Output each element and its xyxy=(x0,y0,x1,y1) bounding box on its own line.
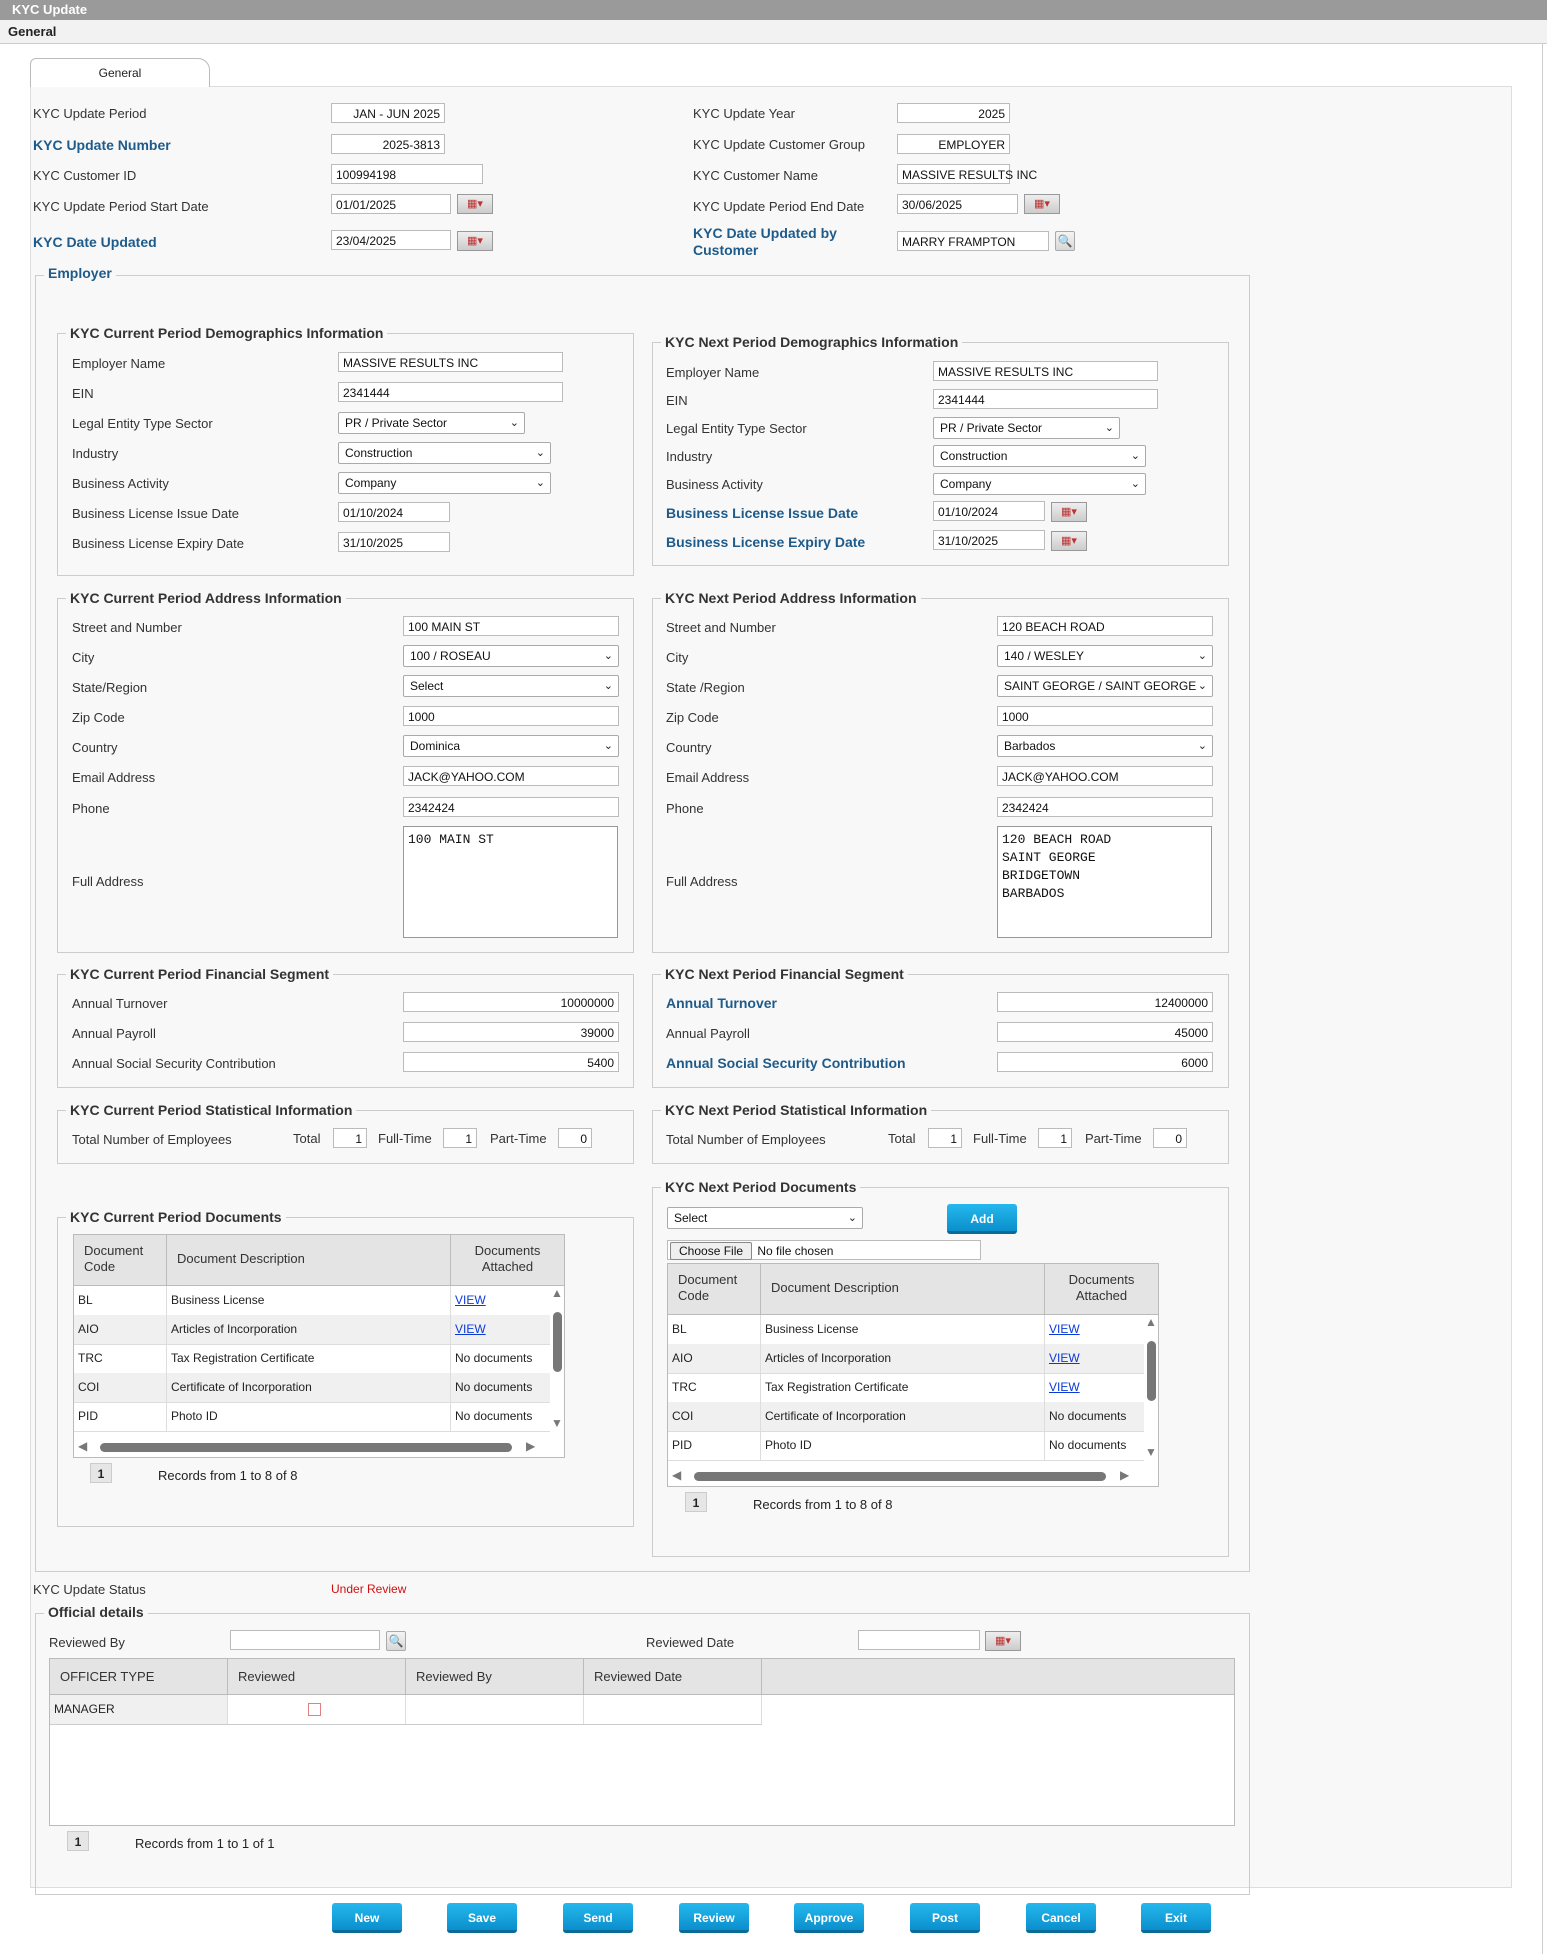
choose-file-button[interactable]: Choose File xyxy=(670,1242,752,1260)
chevron-down-icon: ⌄ xyxy=(1130,450,1140,462)
cell-reviewed xyxy=(228,1695,406,1724)
scroll-up-icon[interactable]: ▲ xyxy=(551,1286,563,1300)
cell-attached: No documents xyxy=(455,1409,533,1423)
post-button[interactable]: Post xyxy=(910,1903,980,1933)
city-label: City xyxy=(72,650,95,665)
add-document-button[interactable]: Add xyxy=(947,1204,1017,1234)
cell-attached: No documents xyxy=(1049,1438,1127,1452)
zip-field[interactable]: 1000 xyxy=(997,706,1213,726)
table-row[interactable] xyxy=(74,1344,550,1374)
grid-header xyxy=(668,1264,1158,1315)
col-code-line2: Code xyxy=(678,1288,710,1303)
country-value: Barbados xyxy=(1004,739,1056,753)
year-field[interactable]: 2025 xyxy=(897,103,1010,123)
vertical-scrollbar[interactable] xyxy=(1144,1315,1158,1461)
scroll-down-icon[interactable]: ▼ xyxy=(1145,1445,1157,1459)
employer-name-label: Employer Name xyxy=(666,365,760,380)
zip-label: Zip Code xyxy=(666,710,719,725)
status-badge: Under Review xyxy=(331,1582,407,1596)
scroll-up-icon[interactable]: ▲ xyxy=(1145,1315,1157,1329)
industry-value: Construction xyxy=(345,446,413,460)
current-financial-title: KYC Current Period Financial Segment xyxy=(66,966,333,982)
year-label: KYC Update Year xyxy=(693,106,795,121)
updated-by-label-2: Customer xyxy=(693,242,759,258)
cell-code: AIO xyxy=(668,1344,761,1373)
activity-select[interactable] xyxy=(933,473,1146,495)
customer-name-label: KYC Customer Name xyxy=(693,168,818,183)
cell-attached: No documents xyxy=(455,1380,533,1394)
scroll-thumb[interactable] xyxy=(1147,1341,1156,1401)
current-demographics-title: KYC Current Period Demographics Information xyxy=(66,325,387,341)
sector-select[interactable] xyxy=(933,417,1120,439)
cell-code: TRC xyxy=(74,1344,167,1373)
cell-officer: MANAGER xyxy=(50,1695,228,1724)
table-row[interactable] xyxy=(74,1402,550,1432)
col-att-line1: Documents xyxy=(474,1243,541,1258)
chevron-down-icon: ⌄ xyxy=(603,680,613,692)
reviewed-date-label: Reviewed Date xyxy=(646,1635,735,1650)
date-updated-field[interactable]: 23/04/2025 xyxy=(331,230,451,250)
state-value: Select xyxy=(410,679,444,693)
cell-desc: Certificate of Incorporation xyxy=(761,1402,1045,1431)
employer-legend: Employer xyxy=(44,265,116,281)
calendar-icon[interactable]: ▦▾ xyxy=(1051,502,1087,522)
table-row[interactable] xyxy=(74,1315,550,1345)
phone-field[interactable]: 2342424 xyxy=(403,797,619,817)
street-field[interactable]: 100 MAIN ST xyxy=(403,616,619,636)
cancel-button[interactable]: Cancel xyxy=(1026,1903,1096,1933)
email-label: Email Address xyxy=(666,770,750,785)
payroll-field[interactable]: 45000 xyxy=(997,1022,1213,1042)
customer-id-label: KYC Customer ID xyxy=(33,168,137,183)
col-document-code[interactable] xyxy=(74,1235,167,1285)
tab-general[interactable]: General xyxy=(30,58,210,87)
view-link[interactable]: VIEW xyxy=(455,1293,486,1307)
activity-label: Business Activity xyxy=(666,477,763,492)
ein-field[interactable]: 2341444 xyxy=(933,389,1158,409)
cell-code: PID xyxy=(668,1431,761,1460)
next-address-title: KYC Next Period Address Information xyxy=(661,590,921,606)
full-time-field[interactable]: 1 xyxy=(443,1128,477,1148)
ein-label: EIN xyxy=(72,386,94,401)
cell-desc: Articles of Incorporation xyxy=(167,1315,451,1344)
full-time-label: Full-Time xyxy=(378,1131,432,1146)
license-issue-field[interactable]: 01/10/2024 xyxy=(933,501,1045,521)
number-label: KYC Update Number xyxy=(33,137,171,153)
period-label: KYC Update Period xyxy=(33,106,147,121)
current-address-title: KYC Current Period Address Information xyxy=(66,590,346,606)
activity-select[interactable] xyxy=(338,472,551,494)
full-address-label: Full Address xyxy=(72,874,144,889)
grid-header xyxy=(50,1659,1234,1695)
employer-name-label: Employer Name xyxy=(72,356,166,371)
chevron-down-icon: ⌄ xyxy=(509,417,519,429)
total-field[interactable]: 1 xyxy=(928,1128,962,1148)
table-row[interactable] xyxy=(668,1315,1144,1345)
part-time-field[interactable]: 0 xyxy=(558,1128,592,1148)
document-type-value: Select xyxy=(674,1211,708,1225)
calendar-icon[interactable]: ▦▾ xyxy=(1024,194,1060,214)
table-row[interactable] xyxy=(668,1431,1144,1461)
no-file-label: No file chosen xyxy=(757,1244,834,1258)
cell-desc: Certificate of Incorporation xyxy=(167,1373,451,1402)
payroll-label: Annual Payroll xyxy=(72,1026,156,1041)
license-expiry-field[interactable]: 31/10/2025 xyxy=(933,530,1045,550)
scroll-right-icon[interactable]: ▶ xyxy=(1120,1468,1130,1482)
chevron-down-icon: ⌄ xyxy=(535,447,545,459)
cell-code: BL xyxy=(668,1315,761,1344)
col-code-line1: Document xyxy=(84,1243,144,1258)
send-button[interactable]: Send xyxy=(563,1903,633,1933)
calendar-icon[interactable]: ▦▾ xyxy=(457,194,493,214)
state-label: State /Region xyxy=(666,680,745,695)
total-label: Total xyxy=(888,1131,916,1146)
employer-name-field[interactable]: MASSIVE RESULTS INC xyxy=(933,361,1158,381)
next-financial-title: KYC Next Period Financial Segment xyxy=(661,966,908,982)
street-label: Street and Number xyxy=(666,620,776,635)
end-date-field[interactable]: 30/06/2025 xyxy=(897,194,1018,214)
calendar-icon[interactable]: ▦▾ xyxy=(1051,531,1087,551)
full-time-field[interactable]: 1 xyxy=(1038,1128,1072,1148)
col-code-line1: Document xyxy=(678,1272,738,1287)
group-field[interactable]: EMPLOYER xyxy=(897,134,1010,154)
industry-select[interactable] xyxy=(933,445,1146,467)
cell-code: BL xyxy=(74,1286,167,1315)
number-field[interactable]: 2025-3813 xyxy=(331,134,445,154)
view-link[interactable]: VIEW xyxy=(1049,1351,1080,1365)
grid-header xyxy=(74,1235,564,1286)
payroll-field[interactable]: 39000 xyxy=(403,1022,619,1042)
horizontal-scrollbar[interactable] xyxy=(668,1468,1158,1484)
chevron-down-icon: ⌄ xyxy=(1130,478,1140,490)
cell-code: COI xyxy=(668,1402,761,1431)
view-link[interactable]: VIEW xyxy=(455,1322,486,1336)
license-issue-field[interactable]: 01/10/2024 xyxy=(338,502,450,522)
ssc-label: Annual Social Security Contribution xyxy=(666,1055,906,1071)
state-select[interactable] xyxy=(403,675,619,697)
period-field[interactable]: JAN - JUN 2025 xyxy=(331,103,445,123)
sector-label: Legal Entity Type Sector xyxy=(666,421,807,436)
col-att-line1: Documents xyxy=(1068,1272,1135,1287)
city-value: 100 / ROSEAU xyxy=(410,649,491,663)
sector-value: PR / Private Sector xyxy=(940,421,1043,435)
cell-attached: No documents xyxy=(1049,1409,1127,1423)
reviewed-date-field[interactable] xyxy=(858,1630,980,1650)
window-title: KYC Update xyxy=(0,0,1547,20)
zip-field[interactable]: 1000 xyxy=(403,706,619,726)
records-count: Records from 1 to 1 of 1 xyxy=(135,1836,275,1851)
start-date-label: KYC Update Period Start Date xyxy=(33,199,209,214)
sector-label: Legal Entity Type Sector xyxy=(72,416,213,431)
chevron-down-icon: ⌄ xyxy=(847,1212,857,1224)
chevron-down-icon: ⌄ xyxy=(1197,740,1207,752)
end-date-label: KYC Update Period End Date xyxy=(693,199,865,214)
state-label: State/Region xyxy=(72,680,148,695)
officials-grid xyxy=(49,1658,1235,1826)
approve-button[interactable]: Approve xyxy=(794,1903,864,1933)
part-time-field[interactable]: 0 xyxy=(1153,1128,1187,1148)
ssc-field[interactable]: 6000 xyxy=(997,1052,1213,1072)
chevron-down-icon: ⌄ xyxy=(603,650,613,662)
activity-value: Company xyxy=(345,476,397,490)
horizontal-scrollbar[interactable] xyxy=(74,1439,564,1455)
cell-code: COI xyxy=(74,1373,167,1402)
table-row[interactable] xyxy=(50,1695,762,1725)
chevron-down-icon: ⌄ xyxy=(535,477,545,489)
page-number[interactable]: 1 xyxy=(90,1463,112,1483)
reviewed-checkbox[interactable] xyxy=(308,1703,321,1716)
cell-desc: Business License xyxy=(761,1315,1045,1344)
next-demographics-title: KYC Next Period Demographics Information xyxy=(661,334,962,350)
date-updated-label: KYC Date Updated xyxy=(33,234,157,250)
city-label: City xyxy=(666,650,689,665)
turnover-field[interactable]: 12400000 xyxy=(997,992,1213,1012)
employees-label: Total Number of Employees xyxy=(72,1132,232,1147)
license-expiry-label: Business License Expiry Date xyxy=(666,534,866,550)
table-row[interactable] xyxy=(74,1286,550,1316)
country-label: Country xyxy=(72,740,118,755)
chevron-down-icon: ⌄ xyxy=(1104,422,1114,434)
save-button[interactable]: Save xyxy=(447,1903,517,1933)
col-att-line2: Attached xyxy=(481,1259,534,1274)
cell-attached: No documents xyxy=(455,1351,533,1365)
full-address-textarea[interactable]: 120 BEACH ROAD SAINT GEORGE BRIDGETOWN BARBADOS xyxy=(997,826,1212,938)
col-document-description[interactable]: Document Description xyxy=(167,1235,451,1285)
updated-by-field[interactable]: MARRY FRAMPTON xyxy=(897,231,1049,251)
cell-desc: Photo ID xyxy=(761,1431,1045,1460)
license-issue-label: Business License Issue Date xyxy=(666,505,859,521)
view-link[interactable]: VIEW xyxy=(1049,1322,1080,1336)
total-label: Total xyxy=(293,1131,321,1146)
country-select[interactable] xyxy=(997,735,1213,757)
new-button[interactable]: New xyxy=(332,1903,402,1933)
license-issue-label: Business License Issue Date xyxy=(72,506,239,521)
scroll-left-icon[interactable]: ◀ xyxy=(672,1468,682,1482)
menu-title: General xyxy=(0,20,1547,44)
reviewed-by-field[interactable] xyxy=(230,1630,380,1650)
scroll-down-icon[interactable]: ▼ xyxy=(551,1416,563,1430)
scroll-left-icon[interactable]: ◀ xyxy=(78,1439,88,1453)
phone-field[interactable]: 2342424 xyxy=(997,797,1213,817)
customer-id-field[interactable]: 100994198 xyxy=(331,164,483,184)
cell-code: TRC xyxy=(668,1373,761,1402)
ein-field[interactable]: 2341444 xyxy=(338,382,563,402)
reviewed-by-label: Reviewed By xyxy=(49,1635,125,1650)
vertical-scrollbar[interactable] xyxy=(550,1286,564,1432)
cell-desc: Articles of Incorporation xyxy=(761,1344,1045,1373)
country-select[interactable] xyxy=(403,735,619,757)
search-icon[interactable]: 🔍 xyxy=(386,1631,406,1651)
current-statistical-title: KYC Current Period Statistical Information xyxy=(66,1102,356,1118)
scroll-right-icon[interactable]: ▶ xyxy=(526,1439,536,1453)
col-reviewed-date[interactable]: Reviewed Date xyxy=(584,1659,762,1694)
document-type-select[interactable] xyxy=(667,1207,863,1229)
ein-label: EIN xyxy=(666,393,688,408)
cell-desc: Business License xyxy=(167,1286,451,1315)
col-code-line2: Code xyxy=(84,1259,116,1274)
street-field[interactable]: 120 BEACH ROAD xyxy=(997,616,1213,636)
cell-desc: Photo ID xyxy=(167,1402,451,1431)
scroll-thumb[interactable] xyxy=(694,1472,1106,1481)
col-reviewed[interactable]: Reviewed xyxy=(228,1659,406,1694)
country-label: Country xyxy=(666,740,712,755)
chevron-down-icon: ⌄ xyxy=(1197,650,1207,662)
activity-value: Company xyxy=(940,477,992,491)
scroll-thumb[interactable] xyxy=(553,1312,562,1372)
license-expiry-label: Business License Expiry Date xyxy=(72,536,244,551)
zip-label: Zip Code xyxy=(72,710,125,725)
updated-by-label: KYC Date Updated by xyxy=(693,225,837,241)
email-label: Email Address xyxy=(72,770,156,785)
cell-reviewed-by xyxy=(406,1695,584,1724)
turnover-field[interactable]: 10000000 xyxy=(403,992,619,1012)
col-documents-attached[interactable] xyxy=(451,1235,564,1285)
phone-label: Phone xyxy=(72,801,110,816)
employees-label: Total Number of Employees xyxy=(666,1132,826,1147)
sector-select[interactable] xyxy=(338,412,525,434)
cell-desc: Tax Registration Certificate xyxy=(761,1373,1045,1402)
ssc-label: Annual Social Security Contribution xyxy=(72,1056,276,1071)
street-label: Street and Number xyxy=(72,620,182,635)
turnover-label: Annual Turnover xyxy=(72,996,168,1011)
full-address-textarea[interactable]: 100 MAIN ST xyxy=(403,826,618,938)
industry-label: Industry xyxy=(72,446,119,461)
state-select[interactable] xyxy=(997,675,1213,697)
calendar-icon[interactable]: ▦▾ xyxy=(457,231,493,251)
industry-select[interactable] xyxy=(338,442,551,464)
state-value: SAINT GEORGE / SAINT GEORGE xyxy=(1004,679,1197,693)
page-number[interactable]: 1 xyxy=(685,1492,707,1512)
license-expiry-field[interactable]: 31/10/2025 xyxy=(338,532,450,552)
total-field[interactable]: 1 xyxy=(333,1128,367,1148)
table-row[interactable] xyxy=(74,1373,550,1403)
search-icon[interactable]: 🔍 xyxy=(1055,231,1075,251)
phone-label: Phone xyxy=(666,801,704,816)
cell-reviewed-date xyxy=(584,1695,762,1724)
col-officer-type[interactable]: OFFICER TYPE xyxy=(50,1659,228,1694)
status-label: KYC Update Status xyxy=(33,1582,146,1597)
full-address-label: Full Address xyxy=(666,874,738,889)
official-details-title: Official details xyxy=(44,1604,148,1620)
table-row[interactable] xyxy=(668,1402,1144,1432)
chevron-down-icon: ⌄ xyxy=(603,740,613,752)
col-document-code[interactable] xyxy=(668,1264,761,1314)
email-field[interactable]: JACK@YAHOO.COM xyxy=(997,766,1213,786)
cell-desc: Tax Registration Certificate xyxy=(167,1344,451,1373)
records-count: Records from 1 to 8 of 8 xyxy=(158,1468,298,1483)
current-documents-grid xyxy=(73,1234,565,1458)
col-reviewed-by[interactable]: Reviewed By xyxy=(406,1659,584,1694)
city-select[interactable] xyxy=(403,645,619,667)
next-statistical-title: KYC Next Period Statistical Information xyxy=(661,1102,931,1118)
country-value: Dominica xyxy=(410,739,461,753)
chevron-down-icon: ⌄ xyxy=(1197,680,1207,692)
city-select[interactable] xyxy=(997,645,1213,667)
cell-code: AIO xyxy=(74,1315,167,1344)
sector-value: PR / Private Sector xyxy=(345,416,448,430)
review-button[interactable]: Review xyxy=(679,1903,749,1933)
scroll-thumb[interactable] xyxy=(100,1443,512,1452)
start-date-field[interactable]: 01/01/2025 xyxy=(331,194,451,214)
email-field[interactable]: JACK@YAHOO.COM xyxy=(403,766,619,786)
activity-label: Business Activity xyxy=(72,476,169,491)
city-value: 140 / WESLEY xyxy=(1004,649,1085,663)
customer-name-field[interactable]: MASSIVE RESULTS INC xyxy=(897,164,1010,184)
industry-value: Construction xyxy=(940,449,1008,463)
records-count: Records from 1 to 8 of 8 xyxy=(753,1497,893,1512)
file-input[interactable] xyxy=(667,1240,981,1260)
cell-code: PID xyxy=(74,1402,167,1431)
table-row[interactable] xyxy=(668,1373,1144,1403)
col-att-line2: Attached xyxy=(1075,1288,1128,1303)
turnover-label: Annual Turnover xyxy=(666,995,777,1011)
col-documents-attached[interactable] xyxy=(1045,1264,1158,1314)
full-time-label: Full-Time xyxy=(973,1131,1027,1146)
exit-button[interactable]: Exit xyxy=(1141,1903,1211,1933)
view-link[interactable]: VIEW xyxy=(1049,1380,1080,1394)
payroll-label: Annual Payroll xyxy=(666,1026,750,1041)
group-label: KYC Update Customer Group xyxy=(693,137,865,152)
part-time-label: Part-Time xyxy=(1085,1131,1142,1146)
calendar-icon[interactable]: ▦▾ xyxy=(985,1631,1021,1651)
current-documents-title: KYC Current Period Documents xyxy=(66,1209,286,1225)
part-time-label: Part-Time xyxy=(490,1131,547,1146)
next-documents-grid xyxy=(667,1263,1159,1487)
industry-label: Industry xyxy=(666,449,713,464)
next-documents-title: KYC Next Period Documents xyxy=(661,1179,860,1195)
employer-name-field[interactable]: MASSIVE RESULTS INC xyxy=(338,352,563,372)
table-row[interactable] xyxy=(668,1344,1144,1374)
page-number[interactable]: 1 xyxy=(67,1831,89,1851)
ssc-field[interactable]: 5400 xyxy=(403,1052,619,1072)
col-document-description[interactable]: Document Description xyxy=(761,1264,1045,1314)
